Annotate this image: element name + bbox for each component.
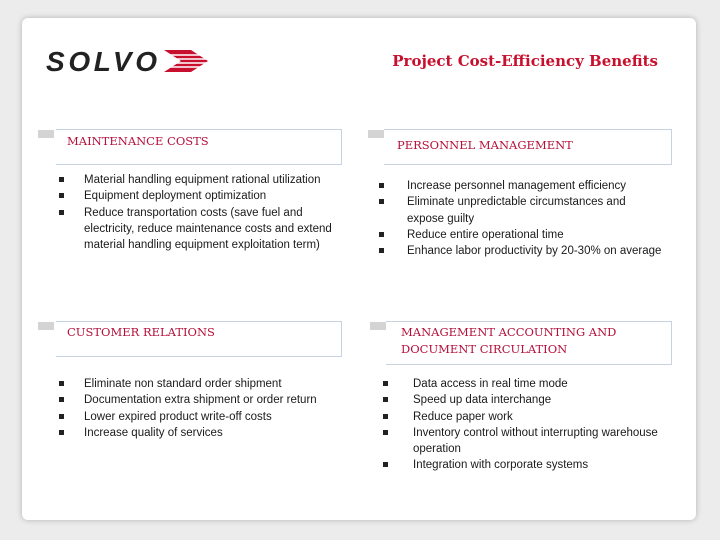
solvo-logo xyxy=(46,46,211,76)
accounting-list xyxy=(413,376,663,474)
bullet-icon xyxy=(383,414,388,419)
bullet-icon xyxy=(59,193,64,198)
bullet-icon xyxy=(59,414,64,419)
maintenance-list xyxy=(84,172,334,253)
bullet-icon xyxy=(383,430,388,435)
list-item: Enhance labor productivity by 20-30% on average xyxy=(407,243,662,259)
bullet-icon xyxy=(383,381,388,386)
section-heading-maintenance: MAINTENANCE COSTS xyxy=(67,134,209,148)
list-item: Data access in real time mode xyxy=(413,376,663,392)
list-item: Eliminate non standard order shipment xyxy=(84,376,334,392)
customer-list xyxy=(84,376,334,441)
list-item: Reduce entire operational time xyxy=(407,227,662,243)
bullet-icon xyxy=(379,248,384,253)
bullet-icon xyxy=(59,430,64,435)
bullet-icon xyxy=(379,183,384,188)
section-heading-personnel: PERSONNEL MANAGEMENT xyxy=(397,138,573,152)
list-item: Integration with corporate systems xyxy=(413,457,663,473)
list-item: Inventory control without interrupting warehouse operation xyxy=(413,425,663,458)
bullet-icon xyxy=(59,381,64,386)
personnel-list xyxy=(407,178,662,259)
section-tab-decoration xyxy=(368,130,384,138)
list-item: Increase quality of services xyxy=(84,425,334,441)
page-title: Project Cost-Efficiency Benefits xyxy=(392,52,658,70)
list-item: Documentation extra shipment or order return xyxy=(84,392,334,408)
bullet-icon xyxy=(383,397,388,402)
section-heading-accounting: MANAGEMENT ACCOUNTING AND DOCUMENT CIRCULATION xyxy=(401,325,617,356)
list-item: Increase personnel management efficiency xyxy=(407,178,662,194)
bullet-icon xyxy=(383,462,388,467)
section-heading-customer: CUSTOMER RELATIONS xyxy=(67,325,215,339)
section-tab-decoration xyxy=(38,130,54,138)
section-tab-decoration xyxy=(370,322,386,330)
bullet-icon xyxy=(379,232,384,237)
list-item: Reduce transportation costs (save fuel and electricity, reduce maintenance costs and extend material handling equipment exploitation term) xyxy=(84,205,334,254)
bullet-icon xyxy=(59,177,64,182)
list-item: Reduce paper work xyxy=(413,409,663,425)
list-item: Material handling equipment rational utilization xyxy=(84,172,334,188)
list-item: Lower expired product write-off costs xyxy=(84,409,334,425)
list-item: Equipment deployment optimization xyxy=(84,188,334,204)
svg-text:SOLVO: SOLVO xyxy=(46,46,156,76)
bullet-icon xyxy=(59,397,64,402)
list-item: Eliminate unpredictable circumstances and expose guilty xyxy=(407,194,662,227)
list-item: Speed up data interchange xyxy=(413,392,663,408)
bullet-icon xyxy=(59,210,64,215)
bullet-icon xyxy=(379,199,384,204)
section-tab-decoration xyxy=(38,322,54,330)
